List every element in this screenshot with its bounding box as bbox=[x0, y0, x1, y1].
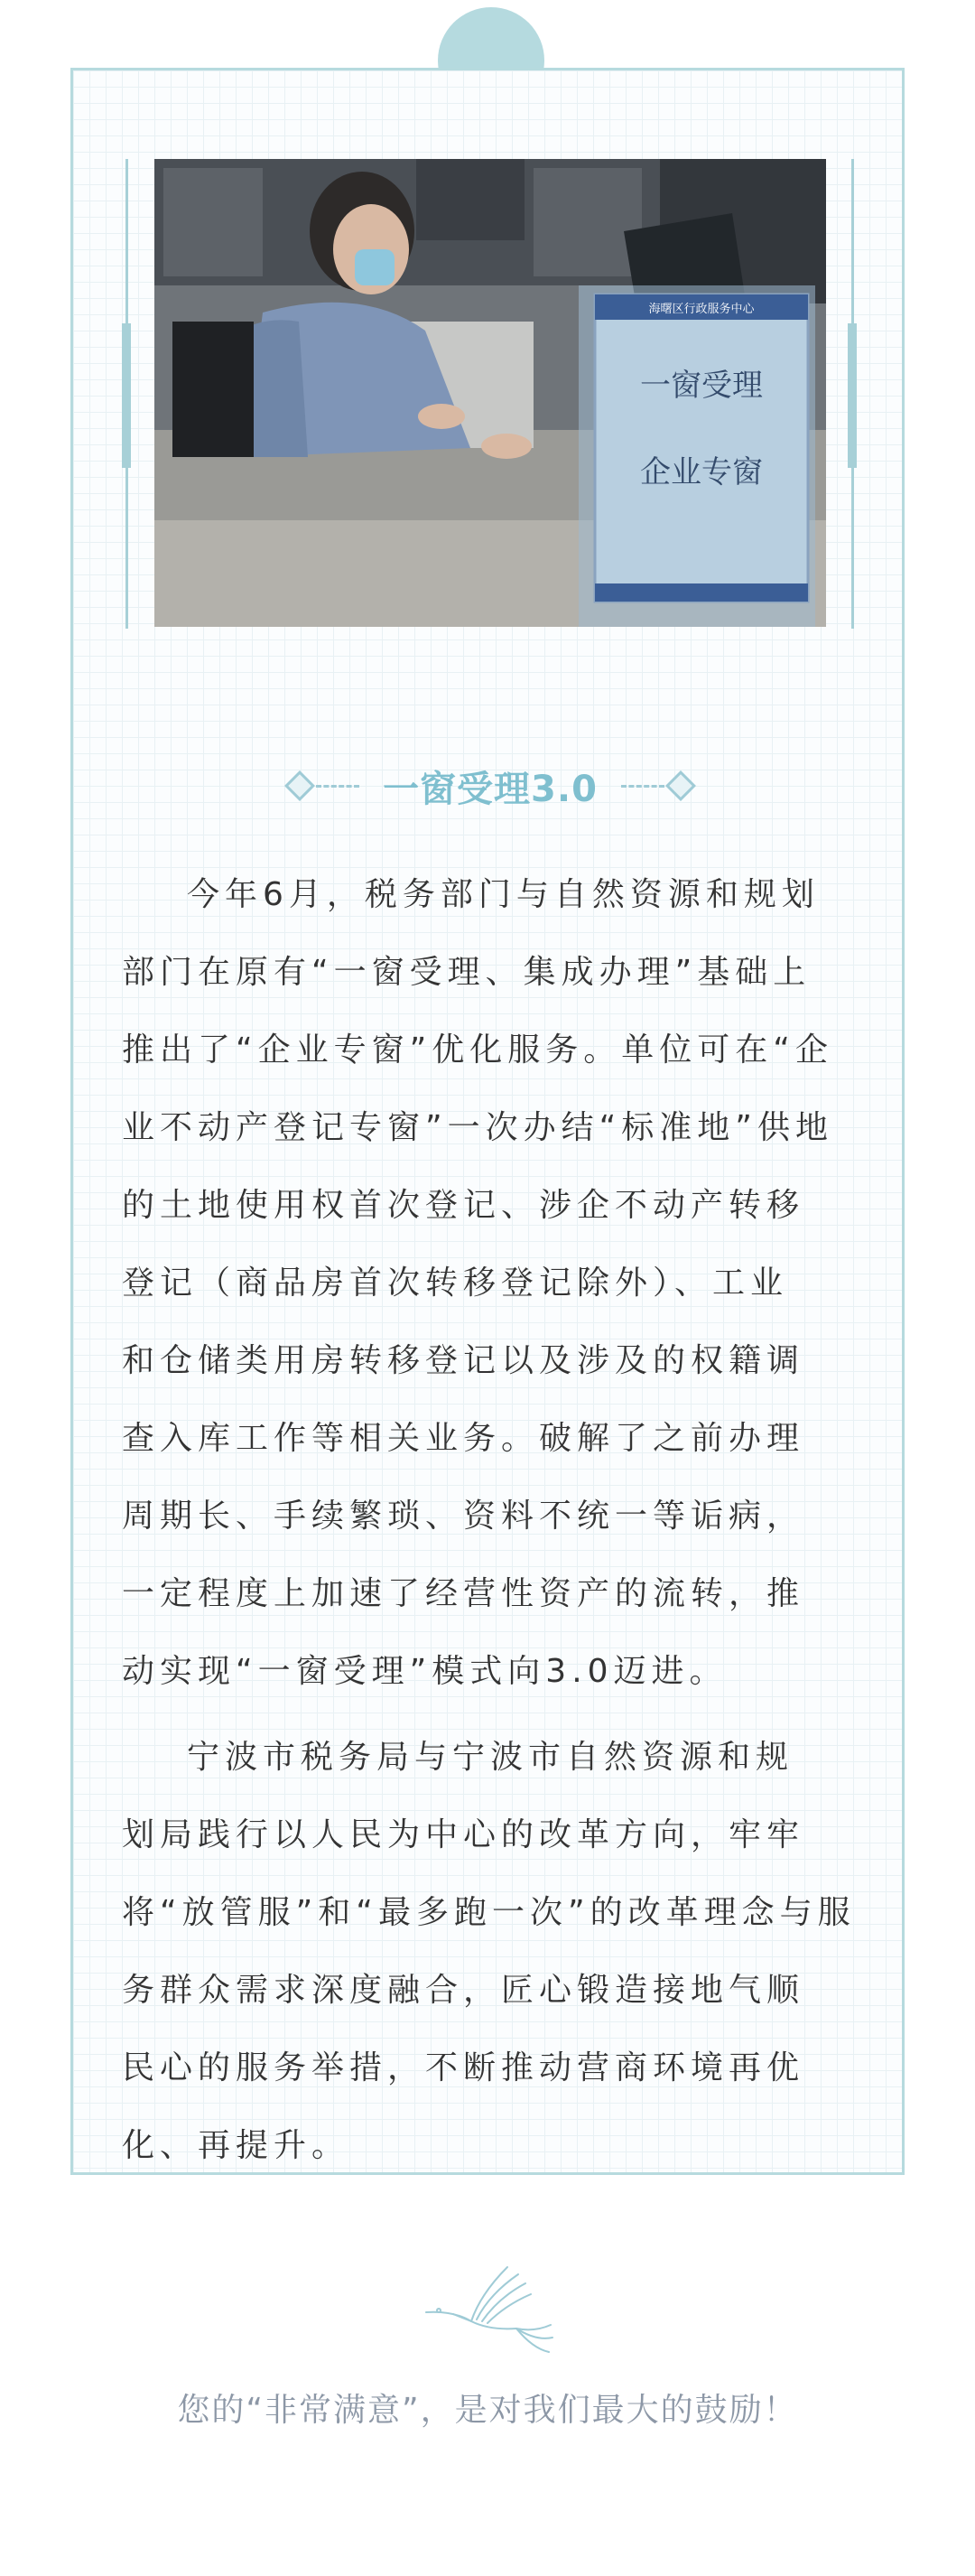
sign-text-line2: 企业专窗 bbox=[640, 454, 763, 490]
paragraph-line: 宁波市税务局与宁波市自然资源和规 bbox=[187, 1739, 794, 1776]
sign-header-text: 海曙区行政服务中心 bbox=[648, 303, 755, 316]
heading-right-decor bbox=[616, 775, 692, 797]
paragraph-1 bbox=[122, 856, 859, 1711]
paragraph-line: 查入库工作等相关业务。破解了之前办理 bbox=[122, 1420, 805, 1457]
paragraph-line: 的土地使用权首次登记、涉企不动产转移 bbox=[122, 1187, 805, 1224]
paragraph-line: 动实现“一窗受理”模式向3.0迈进。 bbox=[122, 1653, 728, 1690]
sign-text-line1: 一窗受理 bbox=[640, 368, 763, 404]
heading-left-decor bbox=[289, 775, 365, 797]
paragraph-line: 周期长、手续繁琐、资料不统一等诟病， bbox=[122, 1498, 805, 1535]
section-heading bbox=[73, 759, 907, 813]
paragraph-line: 部门在原有“一窗受理、集成办理”基础上 bbox=[122, 954, 812, 991]
paragraph-line: 业不动产登记专窗”一次办结“标准地”供地 bbox=[122, 1109, 833, 1146]
paragraph-line: 登记（商品房首次转移登记除外）、工业 bbox=[122, 1265, 789, 1302]
paragraph-line: 推出了“企业专窗”优化服务。单位可在“企 bbox=[122, 1031, 833, 1069]
left-decor-bar bbox=[122, 323, 131, 468]
paragraph-line: 化、再提升。 bbox=[122, 2127, 350, 2164]
diamond-icon bbox=[284, 770, 315, 801]
paragraph-line: 今年6月，税务部门与自然资源和规划 bbox=[187, 876, 820, 913]
paragraph-line: 一定程度上加速了经营性资产的流转，推 bbox=[122, 1575, 805, 1612]
paragraph-line: 将“放管服”和“最多跑一次”的改革理念与服 bbox=[122, 1894, 856, 1931]
article-card bbox=[70, 68, 905, 2175]
dove-icon bbox=[417, 2258, 562, 2366]
paragraph-line: 和仓储类用房转移登记以及涉及的权籍调 bbox=[122, 1342, 805, 1379]
section-title: 一窗受理3.0 bbox=[383, 768, 598, 810]
paragraph-line: 划局践行以人民为中心的改革方向，牢牢 bbox=[122, 1816, 805, 1853]
right-decor-bar bbox=[848, 323, 857, 468]
paragraph-line: 务群众需求深度融合，匠心锻造接地气顺 bbox=[122, 1972, 805, 2009]
footer-slogan: 您的“非常满意”，是对我们最大的鼓励！ bbox=[177, 2392, 798, 2429]
paragraph-line: 民心的服务举措，不断推动营商环境再优 bbox=[122, 2049, 805, 2086]
diamond-icon bbox=[665, 770, 696, 801]
paragraph-2 bbox=[122, 1719, 859, 2185]
office-photo bbox=[154, 159, 826, 627]
